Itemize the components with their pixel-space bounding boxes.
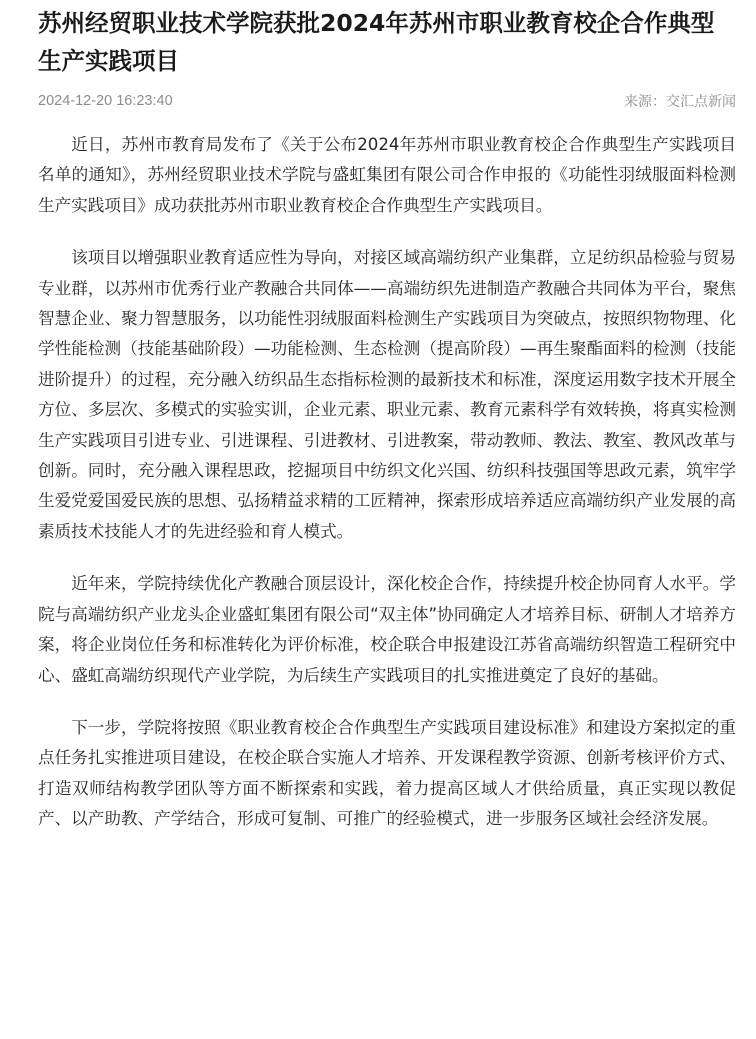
article-paragraph-3: 近年来，学院持续优化产教融合顶层设计，深化校企合作，持续提升校企协同育人水平。学院与高端纺织产业龙头企业盛虹集团有限公司“双主体”协同确定人才培养目标、研制人才培养方案，将企业岗位任务和标准转化为评价标准，校企联合申报建设江苏省高端纺织智造工程研究中心、盛虹高端纺织现代产业学院，为后续生产实践项目的扎实推进奠定了良好的基础。 <box>38 574 736 685</box>
article-paragraph-4: 下一步，学院将按照《职业教育校企合作典型生产实践项目建设标准》和建设方案拟定的重点任务扎实推进项目建设，在校企联合实施人才培养、开发课程教学资源、创新考核评价方式、打造双师结构教学团队等方面不断探索和实践，着力提高区域人才供给质量，真正实现以教促产、以产助教、产学结合，形成可复制、可推广的经验模式，进一步服务区域社会经济发展。 <box>38 717 736 829</box>
article-paragraph-1: 近日，苏州市教育局发布了《关于公布2024年苏州市职业教育校企合作典型生产实践项目名单的通知》，苏州经贸职业技术学院与盛虹集团有限公司合作申报的《功能性羽绒服面料检测生产实践项目》成功获批苏州市职业教育校企合作典型生产实践项目。 <box>38 135 736 215</box>
article-meta <box>38 90 736 112</box>
article-title: 苏州经贸职业技术学院获批2024年苏州市职业教育校企合作典型生产实践项目 <box>38 9 715 75</box>
article-source: 来源：交汇点新闻 <box>624 94 736 110</box>
article-paragraph-2: 该项目以增强职业教育适应性为导向，对接区域高端纺织产业集群，立足纺织品检验与贸易专业群，以苏州市优秀行业产教融合共同体——高端纺织先进制造产教融合共同体为平台，聚焦智慧企业、聚力智慧服务，以功能性羽绒服面料检测生产实践项目为突破点，按照织物物理、化学性能检测（技能基础阶段）—功能检测、生态检测（提高阶段）—再生聚酯面料的检测（技能进阶提升）的过程，充分融入纺织品生态指标检测的最新技术和标准，深度运用数字技术开展全方位、多层次、多模式的实验实训，企业元素、职业元素、教育元素科学有效转换，将真实检测生产实践项目引进专业、引进课程、引进教材、引进教案，带动教师、教法、教室、教风改革与创新。同时，充分融入课程思政，挖掘项目中纺织文化兴国、纺织科技强国等思政元素，筑牢学生爱党爱国爱民族的思想、弘扬精益求精的工匠精神，探索形成培养适应高端纺织产业发展的高素质技术技能人才的先进经验和育人模式。 <box>38 248 736 541</box>
article-body <box>38 130 736 835</box>
article-datetime: 2024-12-20 16:23:40 <box>38 93 173 109</box>
